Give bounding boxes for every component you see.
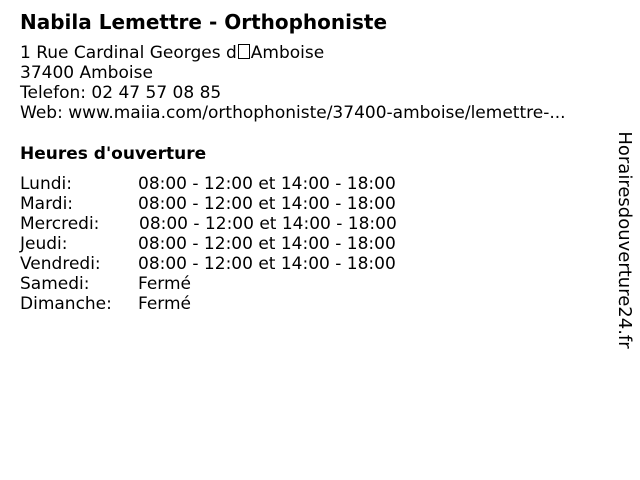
day-label: Dimanche: (20, 294, 112, 314)
day-hours: 08:00 - 12:00 et 14:00 - 18:00 (138, 194, 396, 214)
day-hours: Fermé (138, 274, 192, 294)
side-brand-watermark: Horairesdouverture24.fr (614, 131, 635, 349)
day-label: Mardi: (20, 194, 74, 214)
day-label: Lundi: (20, 174, 72, 194)
address-block (20, 43, 566, 123)
missing-glyph-icon (238, 44, 250, 59)
day-hours: 08:00 - 12:00 et 14:00 - 18:00 (138, 174, 396, 194)
day-label: Vendredi: (20, 254, 101, 274)
phone-line: Telefon: 02 47 57 08 85 (20, 83, 222, 103)
day-hours: 08:00 - 12:00 et 14:00 - 18:00 (138, 254, 396, 274)
day-label: Mercredi: (20, 214, 100, 234)
web-line: Web: www.maiia.com/orthophoniste/37400-amboise/lemettre-... (20, 103, 566, 123)
business-title: Nabila Lemettre - Orthophoniste (20, 10, 388, 34)
hours-heading: Heures d'ouverture (20, 144, 207, 164)
day-label: Samedi: (20, 274, 90, 294)
street-address-part-2: Amboise (250, 43, 325, 63)
city-line: 37400 Amboise (20, 63, 153, 83)
day-hours: 08:00 - 12:00 et 14:00 - 18:00 (138, 234, 396, 254)
street-address-part-1: 1 Rue Cardinal Georges d (20, 43, 237, 63)
day-label: Jeudi: (20, 234, 68, 254)
day-hours: 08:00 - 12:00 et 14:00 - 18:00 (139, 214, 397, 234)
day-hours: Fermé (138, 294, 192, 314)
street-address (20, 43, 566, 63)
